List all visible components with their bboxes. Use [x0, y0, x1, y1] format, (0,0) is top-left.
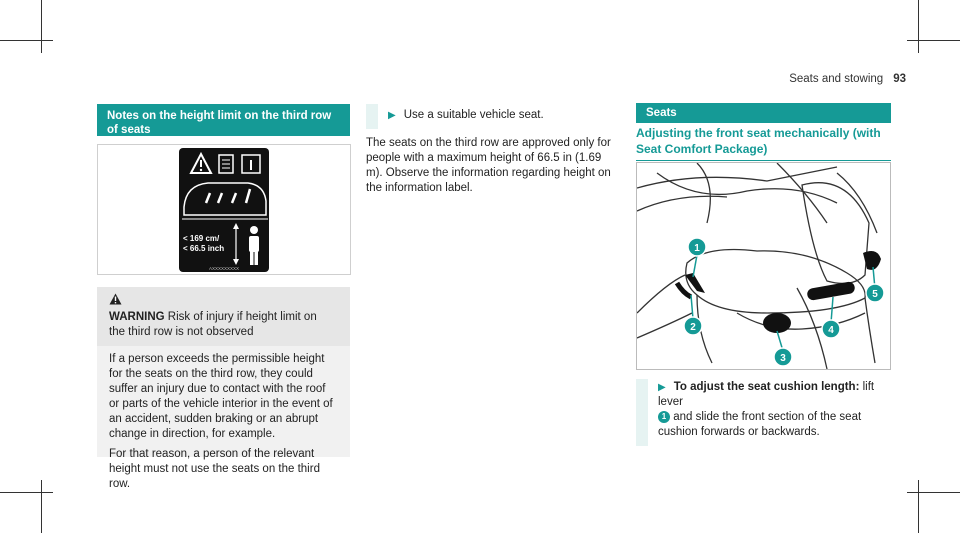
warning-heading: Risk of injury if height limit on the third row is not observed — [109, 310, 317, 338]
warning-box — [97, 287, 350, 491]
crop-mark — [918, 0, 919, 53]
page-number: 93 — [893, 73, 906, 85]
callout-2: 2 — [690, 322, 696, 333]
step-arrow-icon: ▶ — [388, 110, 396, 121]
warning-label: WARNING — [109, 310, 165, 323]
step-arrow-icon: ▶ — [658, 382, 666, 393]
body-paragraph: The seats on the third row are approved only for people with a maximum height of 66.5 in (1.69 m). Observe the information regarding height on the information label. — [366, 137, 611, 194]
seat-illustration — [637, 163, 890, 369]
step-heading: To adjust the seat cushion length: — [673, 381, 860, 393]
crop-mark — [41, 0, 42, 53]
subsection-title: Adjusting the front seat mechanically (with Seat Comfort Package) — [636, 126, 891, 161]
callout-3: 3 — [780, 353, 786, 364]
callout-5: 5 — [872, 289, 878, 300]
section-title: Seats and stowing — [789, 73, 884, 85]
callout-1: 1 — [694, 243, 700, 254]
crop-mark — [907, 40, 960, 41]
section-title-height-limit: Notes on the height limit on the third row of seats — [97, 104, 350, 136]
info-label-illustration — [98, 145, 350, 274]
crop-mark — [918, 480, 919, 533]
label-height-cm: < 169 cm/ — [183, 234, 220, 243]
crop-mark — [41, 480, 42, 533]
instruction-step — [366, 104, 628, 129]
warning-paragraph: If a person exceeds the permissible height for the seats on the third row, they could suffer an injury due to contact with the roof or parts of the vehicle interior in the event of an accident, sudden braking or an abrupt change in direction, for example. — [109, 352, 333, 440]
callout-badge-1: 1 — [658, 411, 670, 423]
crop-mark — [0, 492, 53, 493]
control-3 — [763, 313, 791, 333]
step-text-post: and slide the front section of the seat cushion forwards or backwards. — [658, 410, 862, 438]
section-title-seats: Seats — [636, 103, 891, 123]
crop-mark — [0, 40, 53, 41]
running-header — [789, 73, 906, 85]
warning-header — [97, 287, 350, 346]
label-code: AXXXXXXXXX — [209, 266, 240, 271]
crop-mark — [907, 492, 960, 493]
label-height-inch: < 66.5 inch — [183, 244, 225, 253]
warning-paragraph: For that reason, a person of the relevant height must not use the seats on the third row. — [109, 448, 320, 491]
info-label-figure — [97, 144, 351, 275]
callout-4: 4 — [828, 325, 834, 336]
step-text-pre: lift lever — [658, 381, 875, 408]
warning-body — [97, 346, 350, 504]
warning-triangle-icon — [109, 293, 129, 310]
step-text: Use a suitable vehicle seat. — [403, 109, 544, 121]
seat-figure — [636, 162, 891, 370]
instruction-step — [636, 379, 894, 446]
person-icon — [250, 226, 258, 234]
